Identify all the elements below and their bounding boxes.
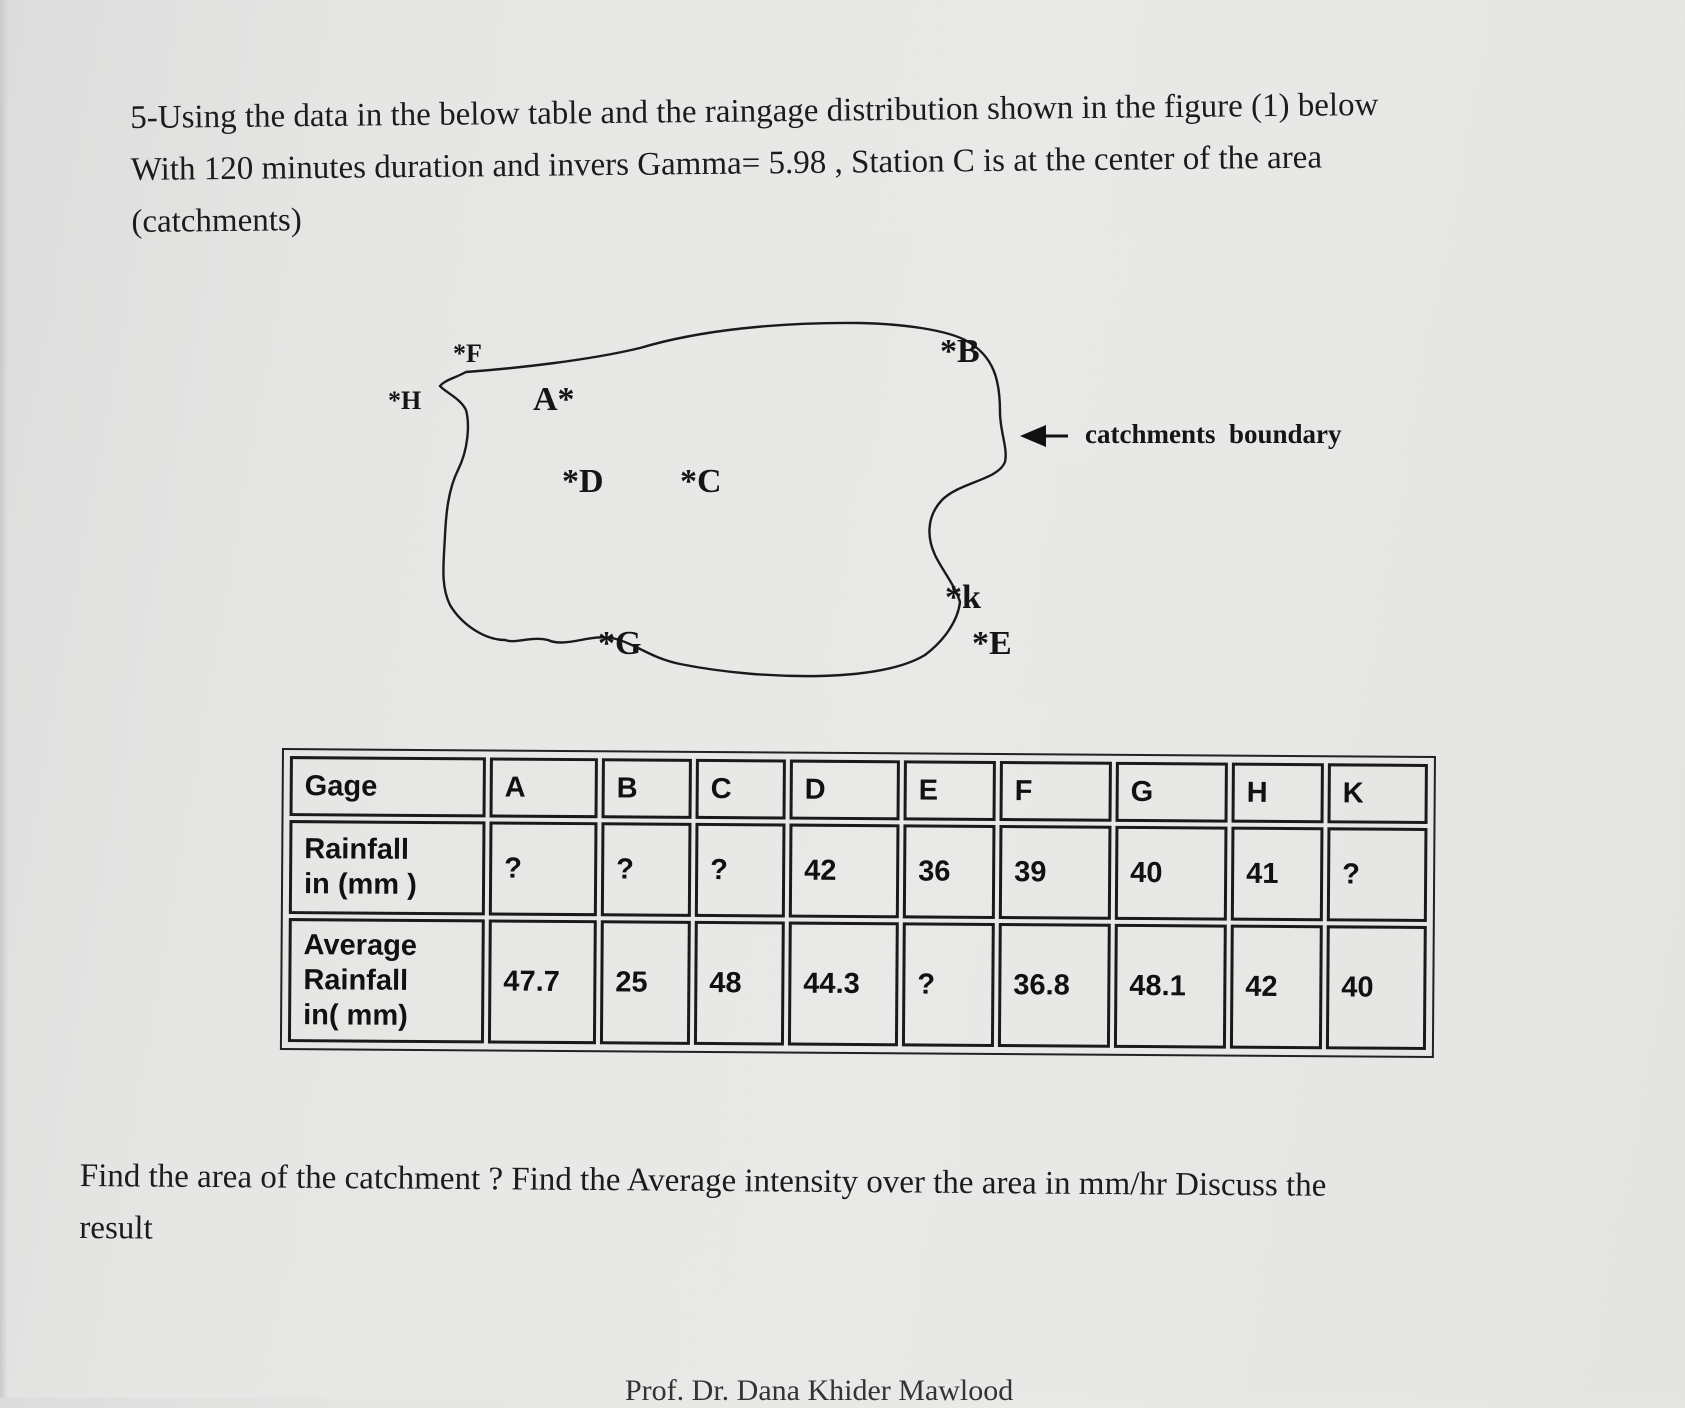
average-rainfall-cell: 36.8: [998, 923, 1111, 1048]
gage-cell: K: [1327, 763, 1427, 824]
rainfall-cell: 39: [999, 825, 1112, 920]
average-rainfall-cell: ?: [902, 922, 995, 1047]
gage-cell: H: [1232, 763, 1324, 824]
gage-cell: G: [1116, 762, 1228, 823]
average-rainfall-cell: 25: [600, 920, 691, 1045]
average-rainfall-cell: 40: [1326, 925, 1427, 1050]
row-header-gage: Gage: [290, 756, 486, 817]
row-header-average-rainfall: [288, 918, 485, 1043]
station-d-label: *D: [562, 463, 604, 500]
row-header-rainfall: [289, 820, 486, 915]
station-h-label: *H: [388, 386, 422, 415]
station-c-label: *C: [680, 463, 722, 500]
station-b-label: *B: [940, 333, 980, 370]
gage-cell: D: [790, 760, 900, 821]
average-header-line-1: Average: [303, 928, 418, 962]
rainfall-cell: ?: [601, 822, 692, 917]
gage-cell: A: [490, 757, 598, 818]
station-k-label: *k: [945, 579, 981, 616]
average-rainfall-cell: 44.3: [788, 922, 899, 1047]
table-row-rainfall: [289, 820, 1428, 922]
average-header-line-3: in( mm): [303, 998, 408, 1032]
task-text: [79, 1150, 1580, 1266]
question-line-3: (catchments): [131, 202, 302, 240]
gage-cell: B: [602, 758, 692, 819]
station-g-label: *G: [598, 625, 642, 662]
station-e-label: *E: [972, 625, 1012, 662]
task-line-1: Find the area of the catchment ? Find the Average intensity over the area in mm/hr Discuss the: [79, 1157, 1327, 1204]
table-row-gage: [290, 756, 1428, 824]
rainfall-cell: ?: [489, 821, 598, 916]
rainfall-table-frame: [280, 748, 1436, 1058]
question-line-1: 5-Using the data in the below table and the raingage distribution shown in the figure (1) below: [130, 86, 1379, 136]
average-rainfall-cell: 42: [1230, 925, 1323, 1050]
boundary-arrow-icon: [1020, 425, 1068, 447]
rainfall-cell: 40: [1115, 826, 1228, 921]
average-rainfall-cell: 47.7: [488, 919, 597, 1044]
rainfall-cell: 42: [789, 824, 900, 919]
rainfall-cell: ?: [1327, 827, 1428, 922]
boundary-annotation: catchments boundary: [1085, 419, 1342, 449]
question-line-2: With 120 minutes duration and invers Gamma= 5.98 , Station C is at the center of the area: [130, 139, 1323, 188]
catchment-figure: [0, 300, 1685, 700]
rainfall-header-line-1: Rainfall: [304, 833, 410, 866]
task-line-2: result: [79, 1209, 153, 1247]
rainfall-header-line-2: in (mm ): [303, 868, 417, 901]
rainfall-table: [284, 752, 1432, 1054]
table-row-average-rainfall: [288, 918, 1427, 1050]
average-rainfall-cell: 48.1: [1114, 924, 1227, 1049]
average-header-line-2: Rainfall: [303, 963, 409, 997]
gage-cell: E: [904, 760, 996, 821]
station-a-label: A*: [533, 381, 575, 418]
average-rainfall-cell: 48: [694, 921, 785, 1046]
question-text: [130, 77, 1532, 248]
gage-cell: C: [696, 759, 786, 820]
gage-cell: F: [1000, 761, 1112, 822]
rainfall-cell: 41: [1231, 827, 1324, 922]
station-f-label: *F: [453, 339, 482, 368]
catchment-boundary: [440, 323, 1006, 676]
rainfall-cell: ?: [695, 823, 786, 918]
author-signature: Prof. Dr. Dana Khider Mawlood: [625, 1374, 1014, 1407]
rainfall-cell: 36: [903, 824, 996, 919]
